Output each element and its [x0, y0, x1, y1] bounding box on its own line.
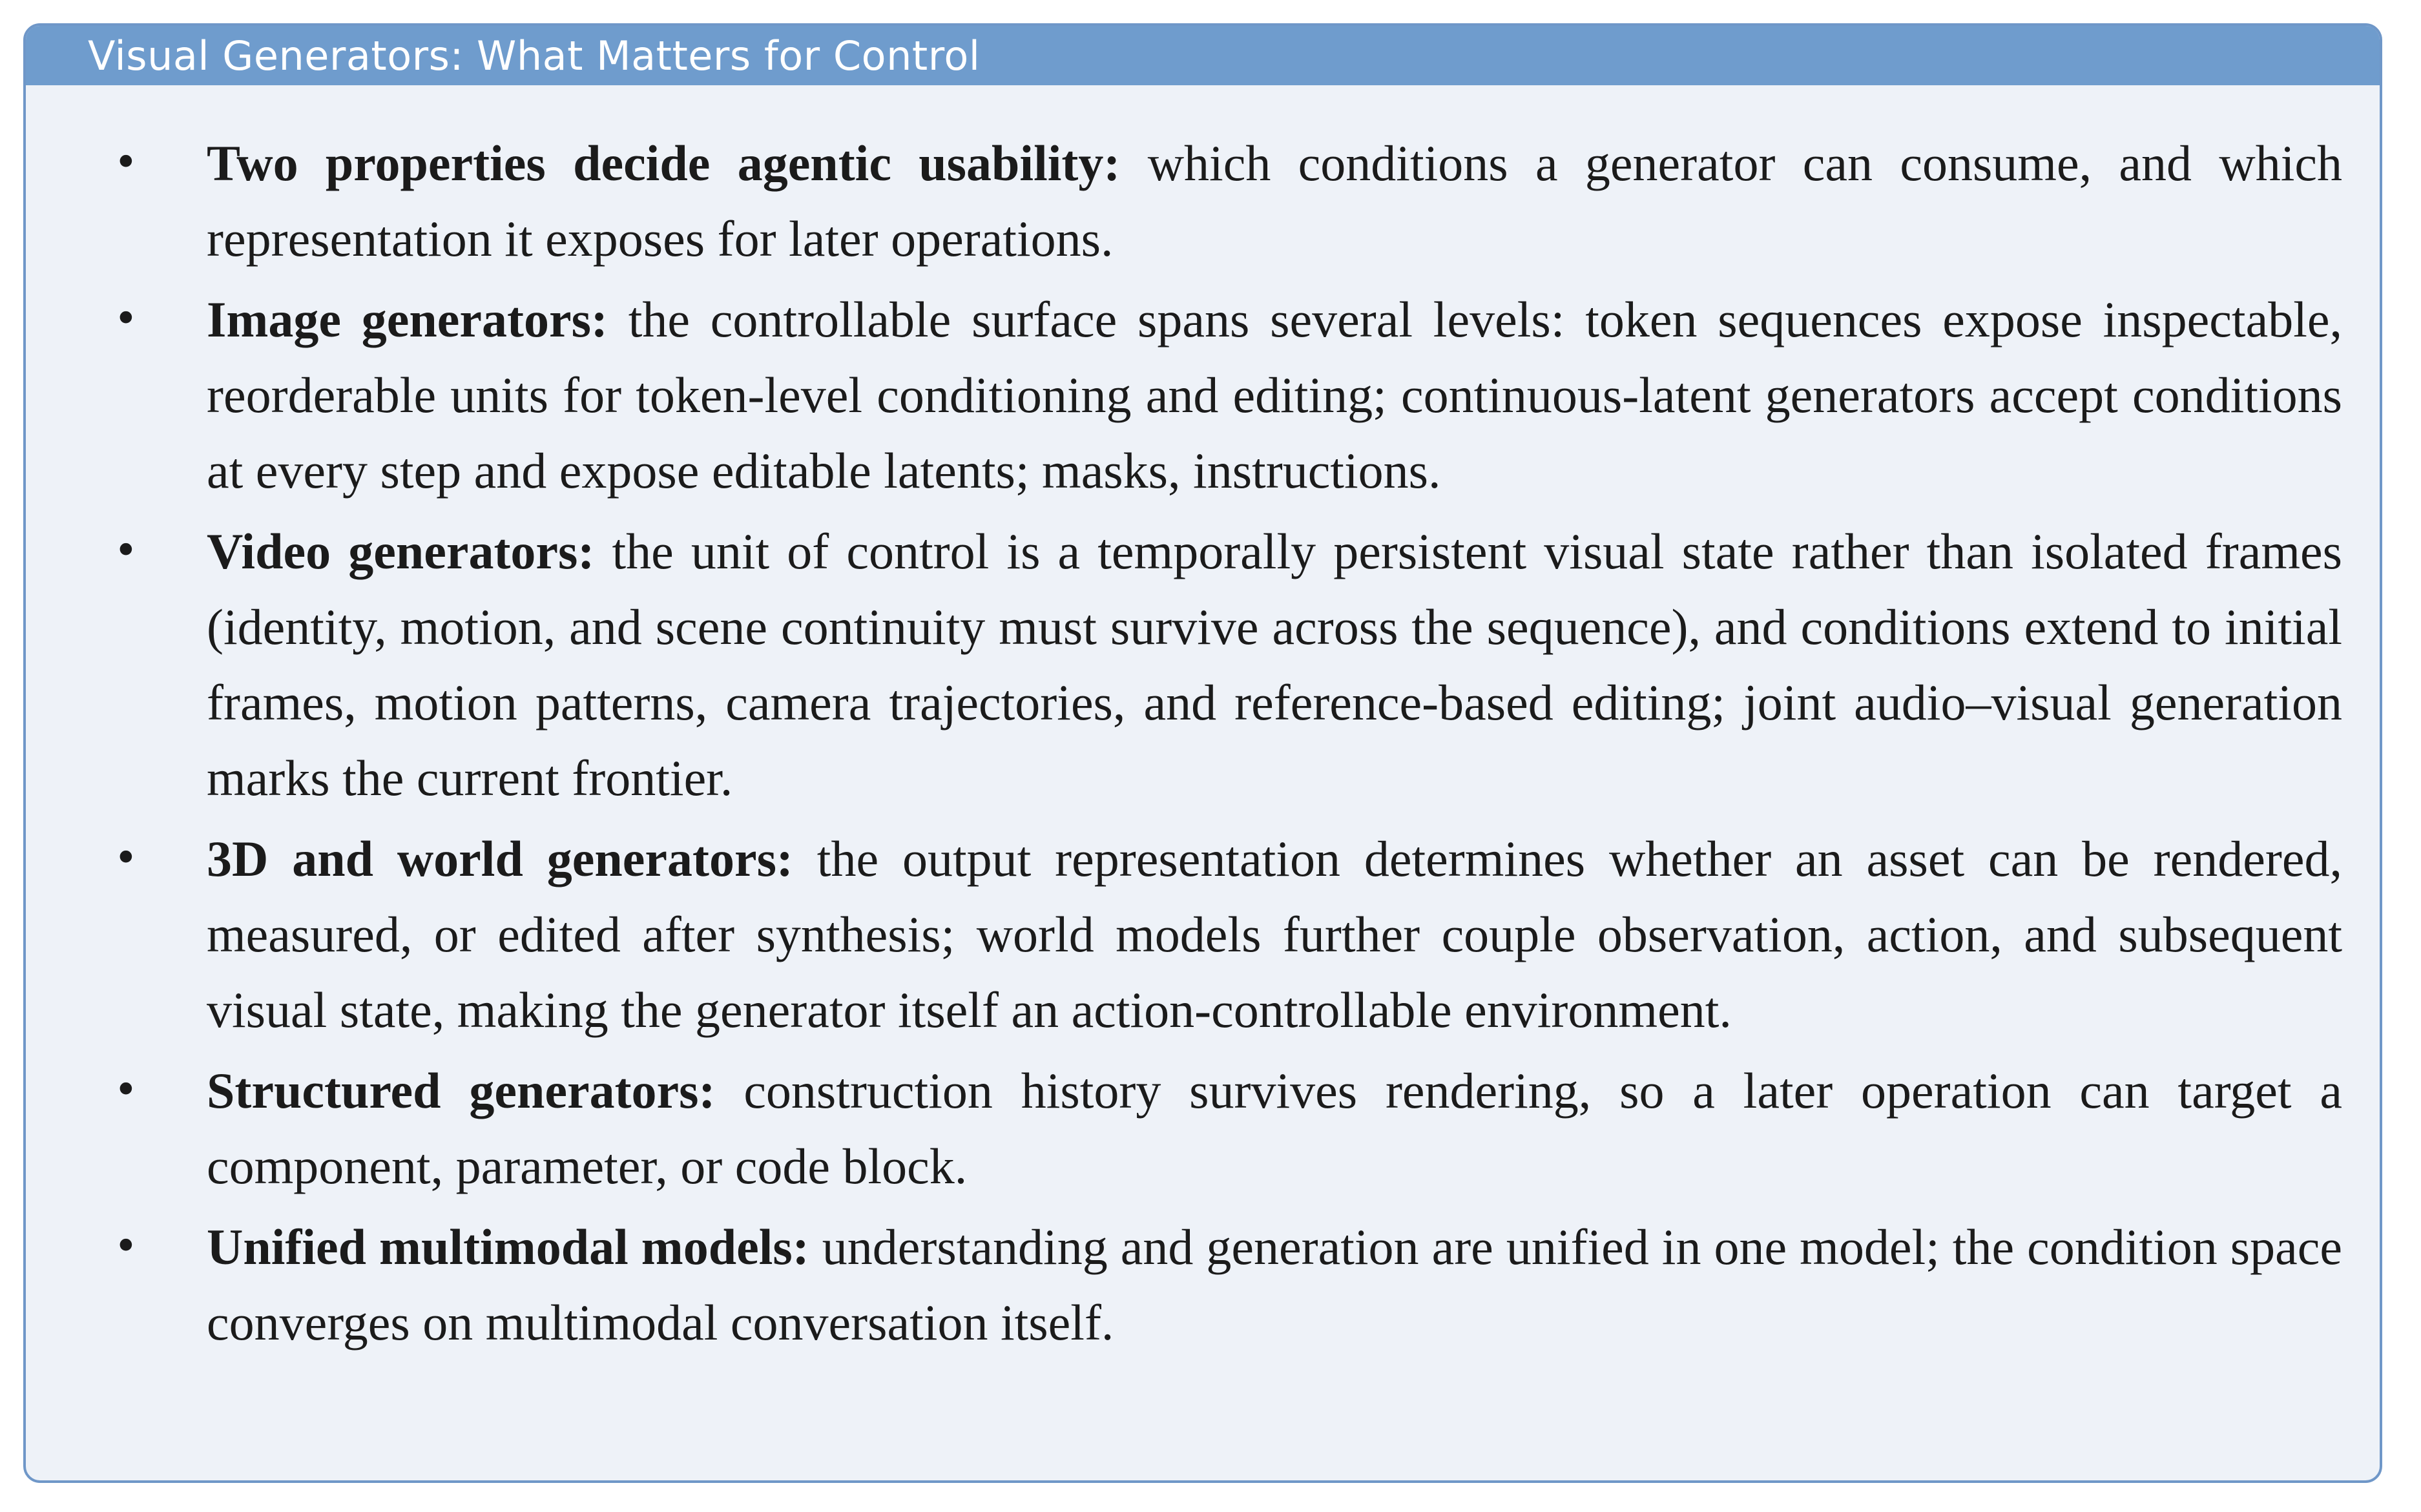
bullet-marker: • [114, 139, 138, 187]
bullet-lead: Unified multimodal models: [207, 1219, 809, 1275]
bullet-text: the output representation determines whether an asset can be rendered, measured, or edited after synthesis; world models further couple observation, action, and subsequent visual state, making the generator itself an action-controllable environment. [207, 831, 2342, 1038]
bullet-item-two-properties [114, 125, 2342, 276]
bullet-lead: Two properties decide agentic usability: [207, 135, 1121, 191]
bullet-list [26, 125, 2380, 1360]
box-body [26, 85, 2380, 1360]
bullet-marker: • [114, 1223, 138, 1270]
bullet-lead: 3D and world generators: [207, 831, 793, 887]
bullet-item-video-generators [114, 513, 2342, 816]
bullet-marker: • [114, 295, 138, 343]
bullet-marker: • [114, 527, 138, 575]
box-title: Visual Generators: What Matters for Control [88, 32, 981, 79]
bullet-lead: Image generators: [207, 291, 608, 347]
bullet-lead: Structured generators: [207, 1062, 716, 1119]
bullet-item-3d-world-generators [114, 821, 2342, 1048]
bullet-item-unified-multimodal [114, 1209, 2343, 1360]
bullet-text: the controllable surface spans several levels: token sequences expose inspectable, reorderable units for token-level conditioning and editing; continuous-latent generators accept conditions at every step and expose editable latents; masks, instructions. [207, 291, 2342, 499]
bullet-item-structured-generators [114, 1053, 2342, 1204]
bullet-item-image-generators [114, 282, 2342, 508]
bullet-text: the unit of control is a temporally persistent visual state rather than isolated frames (identity, motion, and scene continuity must survive across the sequence), and conditions extend to initial frames, motion patterns, camera trajectories, and reference-based editing; joint audio–visual generation marks the current frontier. [207, 523, 2342, 806]
bullet-text: which conditions a generator can consume, and which representation it exposes for later operations. [207, 135, 2342, 267]
summary-box [23, 23, 2382, 1483]
bullet-marker: • [114, 834, 138, 882]
box-header [26, 26, 2380, 85]
bullet-text: understanding and generation are unified in one model; the condition space converges on multimodal conversation itself. [207, 1219, 2343, 1351]
bullet-text: construction history survives rendering, so a later operation can target a component, parameter, or code block. [207, 1062, 2342, 1194]
bullet-lead: Video generators: [207, 523, 595, 579]
bullet-marker: • [114, 1066, 138, 1114]
